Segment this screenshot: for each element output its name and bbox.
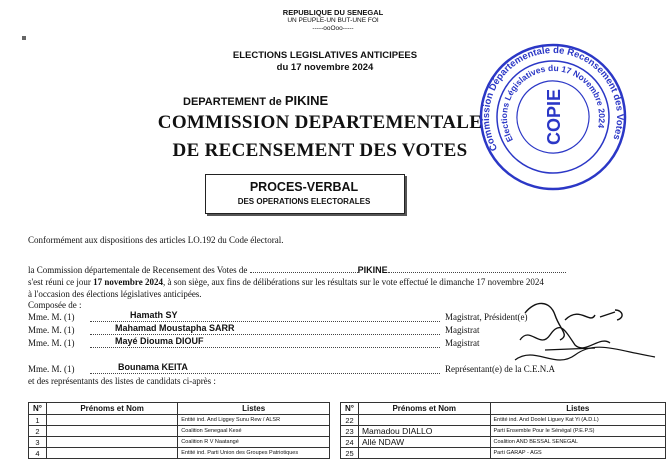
signatures — [505, 295, 665, 375]
row-num: 4 — [29, 448, 47, 459]
commission-place: PIKINE — [357, 265, 388, 275]
table-row — [341, 415, 666, 426]
table-row — [29, 437, 330, 448]
row-name: Allé NDAW — [358, 437, 490, 448]
election-date: du 17 novembre 2024 — [276, 62, 374, 73]
table-row — [341, 426, 666, 437]
row-num: 25 — [341, 448, 359, 459]
header-list: Listes — [178, 403, 330, 415]
row-list: Parti GARAP - AGS — [490, 448, 666, 459]
meeting-line — [28, 277, 544, 287]
candidate-list-table-left — [28, 402, 330, 459]
member-role: Représentant(e) de la C.E.N.A — [445, 364, 555, 374]
table-row — [29, 426, 330, 437]
candidate-list-table-right — [340, 402, 666, 459]
table-row — [29, 415, 330, 426]
row-num: 1 — [29, 415, 47, 426]
row-list: Entité ind. Parti Union des Groupes Patriotiques — [178, 448, 330, 459]
department-prefix: DEPARTEMENT de — [183, 96, 282, 108]
national-motto: UN PEUPLE-UN BUT-UNE FOI — [287, 17, 379, 24]
dotted-leader — [90, 333, 440, 335]
stamp-outer-text: Commission Départementale de Recensement des Votes — [480, 44, 626, 153]
row-num: 24 — [341, 437, 359, 448]
row-name — [46, 448, 177, 459]
member-role: Magistrat, Président(e) — [445, 312, 528, 322]
department-name: PIKINE — [284, 93, 329, 108]
dotted-leader — [90, 320, 440, 322]
member-name: Mayé Diouma DIOUF — [115, 336, 204, 346]
row-name — [358, 448, 490, 459]
commission-title-line1: COMMISSION DEPARTEMENTALE — [157, 112, 483, 133]
row-num: 22 — [341, 415, 359, 426]
composed-label: Composée de : — [28, 300, 82, 310]
header-list: Listes — [490, 403, 666, 415]
row-list: Coalition Senegaal Kesé — [178, 426, 330, 437]
row-num: 3 — [29, 437, 47, 448]
republic-heading: REPUBLIQUE DU SENEGAL — [282, 8, 384, 17]
table-header-row — [341, 403, 666, 415]
member-prefix: Mme. M. (1) — [28, 338, 75, 348]
header-num: N° — [341, 403, 359, 415]
member-role: Magistrat — [445, 338, 480, 348]
member-prefix: Mme. M. (1) — [28, 364, 75, 374]
commission-intro-line — [28, 264, 566, 275]
table-row — [29, 448, 330, 459]
commission-title-line2: DE RECENSEMENT DES VOTES — [172, 140, 468, 161]
table-header-row — [29, 403, 330, 415]
header-num: N° — [29, 403, 47, 415]
member-name: Hamath SY — [130, 310, 178, 320]
scan-mark — [22, 36, 26, 40]
member-name: Bounama KEITA — [118, 362, 188, 372]
dotted-leader — [388, 264, 566, 273]
row-list: Entité ind. And Liggey Sunu Rew / ALSR — [178, 415, 330, 426]
dotted-leader — [90, 346, 440, 348]
member-role: Magistrat — [445, 325, 480, 335]
occasion-line: à l'occasion des élections législatives anticipées. — [28, 289, 202, 299]
row-name: Mamadou DIALLO — [358, 426, 490, 437]
election-title: ELECTIONS LEGISLATIVES ANTICIPEES — [232, 50, 418, 61]
header-name: Prénoms et Nom — [358, 403, 490, 415]
dotted-leader — [250, 264, 358, 273]
proces-verbal-subtitle: DES OPERATIONS ELECTORALES — [237, 197, 371, 206]
row-name — [46, 426, 177, 437]
row-list: Coalition AND BESSAL SENEGAL — [490, 437, 666, 448]
row-list: Coalition R V Naatangé — [178, 437, 330, 448]
meeting-text-b: , à son siège, aux fins de délibérations sur les résultats sur le vote effectué le dimanche 17 novembre 2024 — [162, 277, 544, 287]
header-separator: -----ooOoo----- — [312, 25, 354, 32]
row-num: 23 — [341, 426, 359, 437]
conformity-text: Conformément aux dispositions des articles LO.192 du Code électoral. — [28, 235, 284, 245]
dotted-leader — [90, 372, 440, 374]
row-num: 2 — [29, 426, 47, 437]
meeting-text-a: s'est réuni ce jour — [28, 277, 94, 287]
row-name — [358, 415, 490, 426]
copie-stamp — [478, 42, 628, 192]
stamp-inner-text: Elections Législatives du 17 Novembre 2024 — [498, 62, 608, 144]
department-line — [183, 93, 328, 108]
row-name — [46, 415, 177, 426]
row-list: Entité ind. And Doolel Liguey Kat Yi (A.D.L) — [490, 415, 666, 426]
member-prefix: Mme. M. (1) — [28, 312, 75, 322]
row-list: Parti Ensemble Pour le Sénégal (P.E.P.S) — [490, 426, 666, 437]
meeting-date: 17 novembre 2024 — [93, 277, 163, 287]
table-row — [341, 448, 666, 459]
table-row — [341, 437, 666, 448]
row-name — [46, 437, 177, 448]
member-prefix: Mme. M. (1) — [28, 325, 75, 335]
representatives-intro: et des représentants des listes de candidats ci-après : — [28, 376, 216, 386]
proces-verbal-title: PROCES-VERBAL — [249, 180, 359, 194]
header-name: Prénoms et Nom — [46, 403, 177, 415]
commission-intro: la Commission départementale de Recensement des Votes de — [28, 265, 248, 275]
stamp-center-text: COPIE — [544, 88, 564, 146]
member-name: Mahamad Moustapha SARR — [115, 323, 235, 333]
